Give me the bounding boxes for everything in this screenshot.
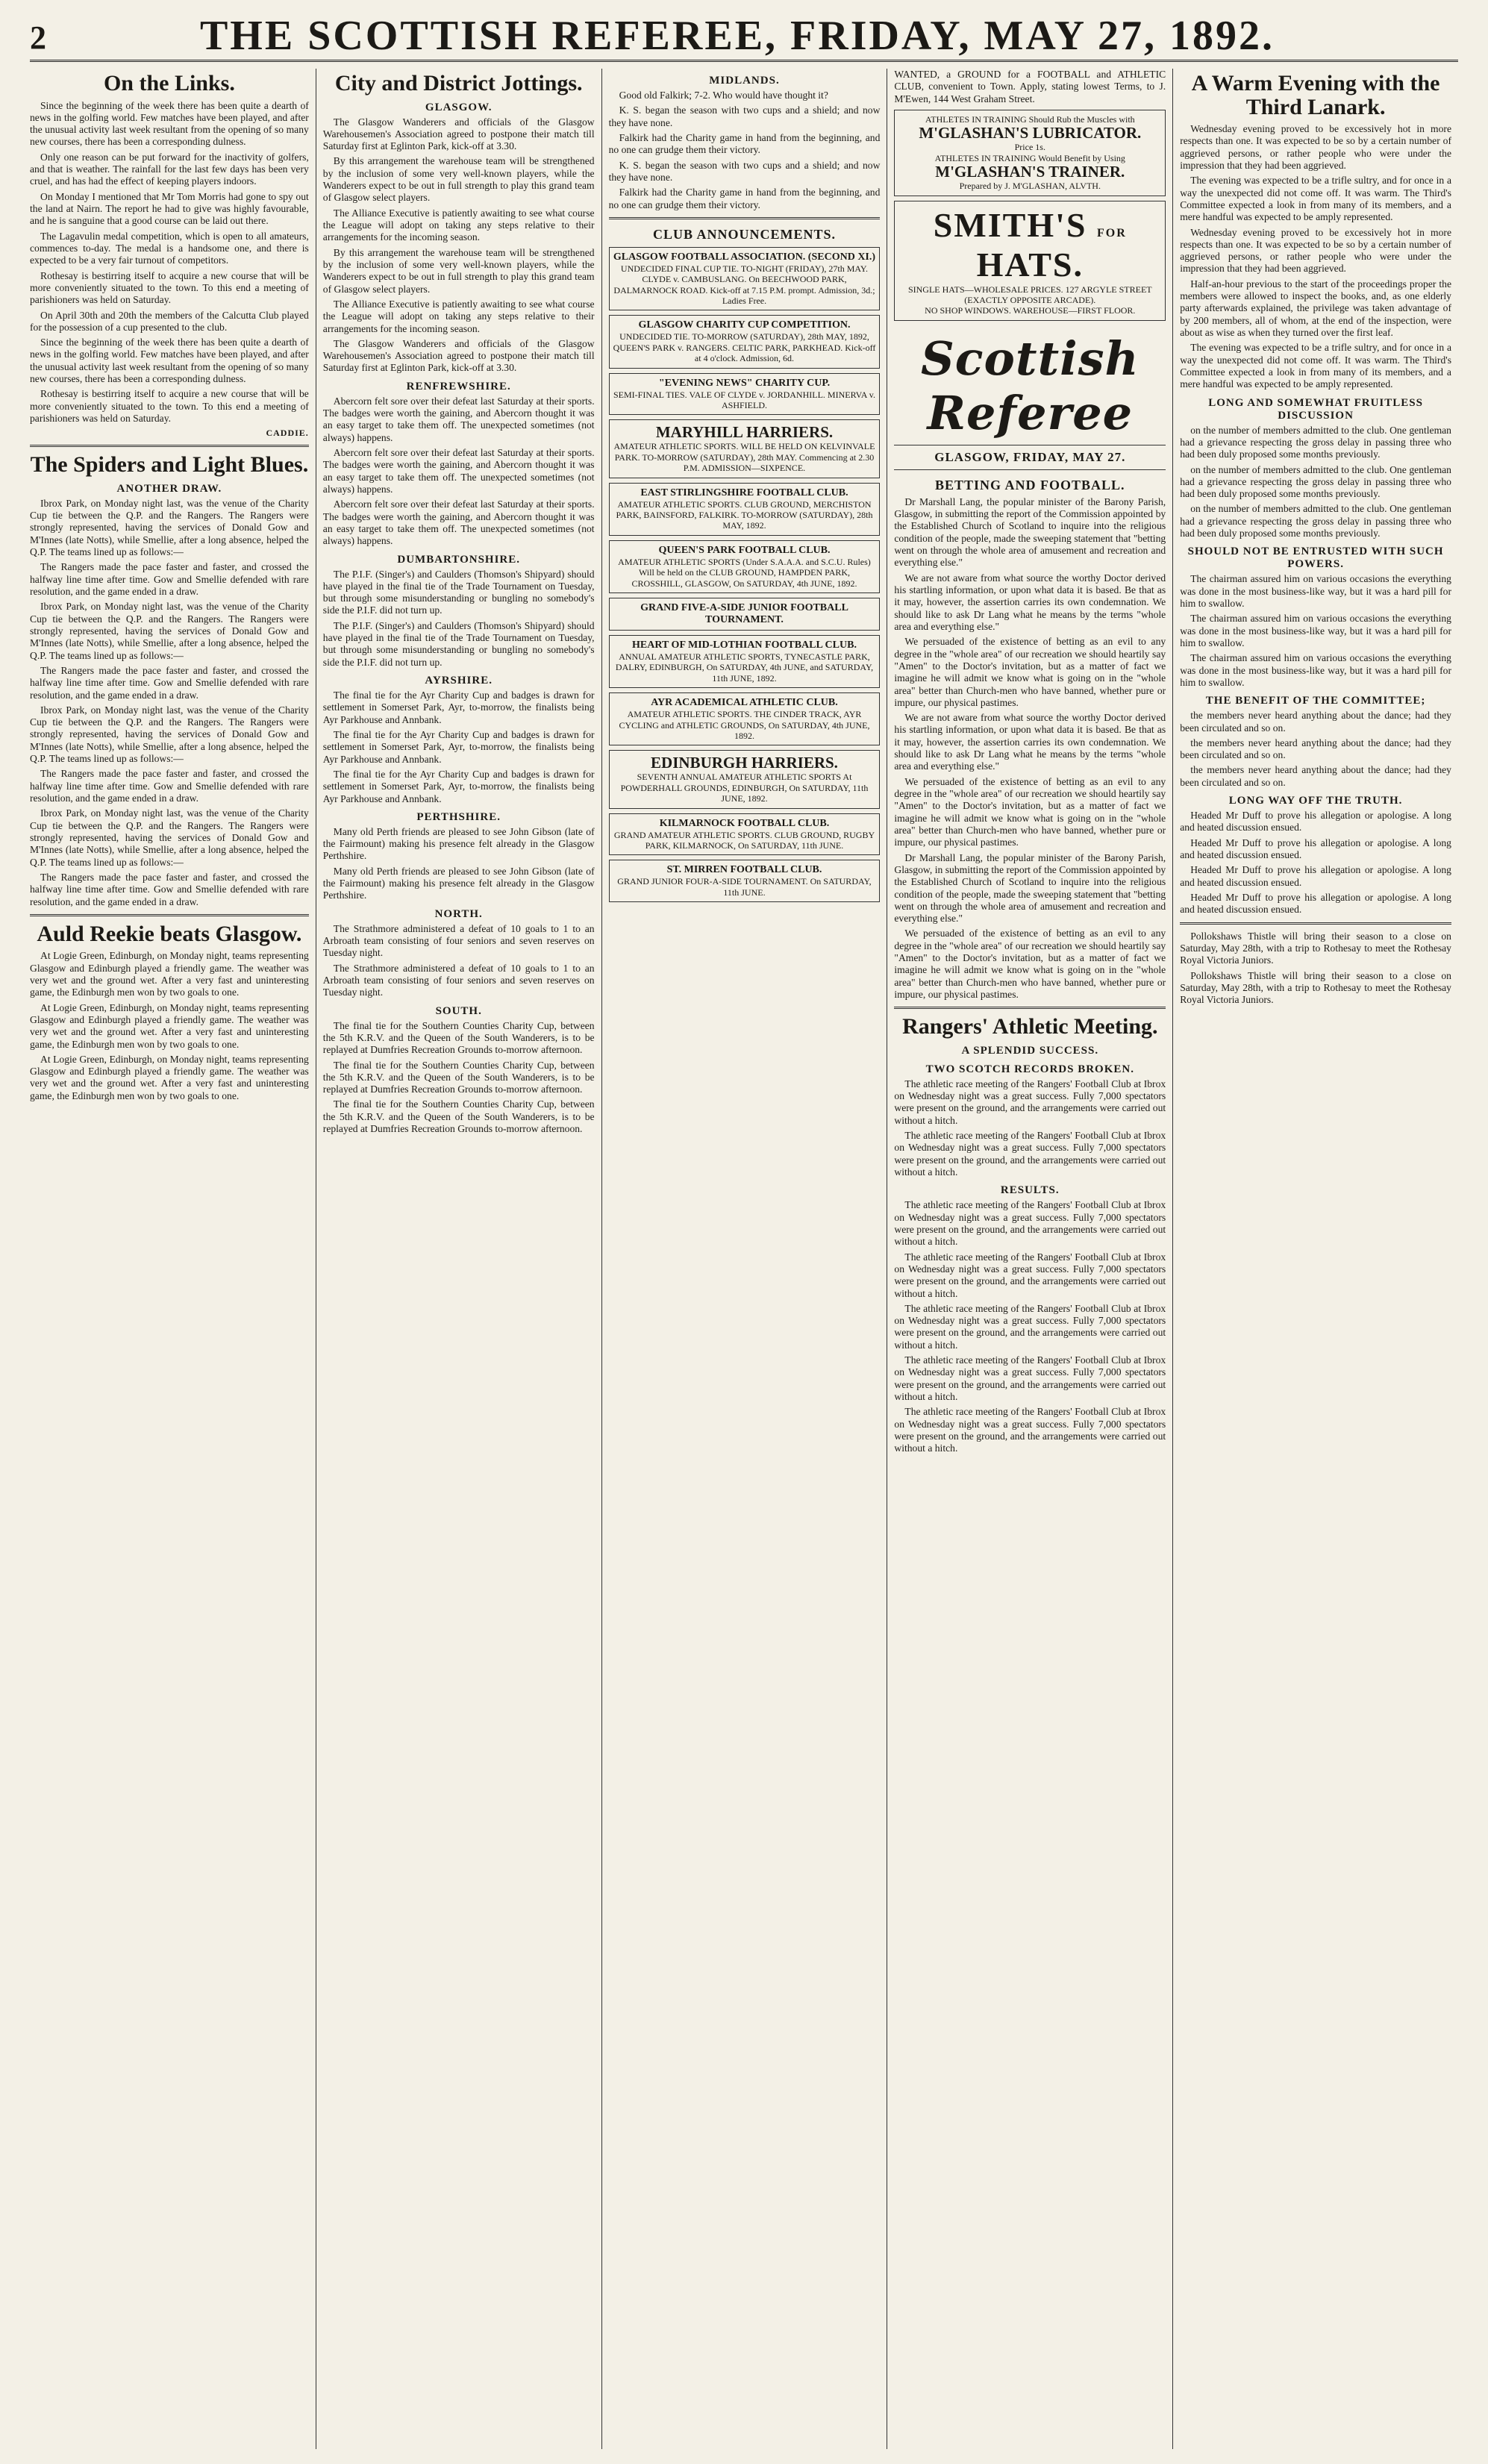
divider [894, 469, 1166, 470]
article-text: The final tie for the Southern Counties Charity Cup, between the 5th K.R.V. and the Queen of the South Wanderers, is to be replayed at Dumfries Recreation Grounds to-morrow afternoon. [322, 1019, 595, 1056]
headline-on-the-links: On the Links. [103, 71, 235, 96]
article-text: At Logie Green, Edinburgh, on Monday night, teams representing Glasgow and Edinburgh played a friendly game. The weather was very wet and the ground wet. After a very fast and uninteresting game, the Edinburgh men won by two goals to one. [30, 1053, 309, 1101]
divider [609, 217, 881, 219]
article-text: The athletic race meeting of the Rangers' Football Club at Ibrox on Wednesday night was a great success. Fully 7,000 spectators were present on the ground, and the arrangements were carried out without a hitch. [894, 1302, 1166, 1351]
article-text: Rothesay is bestirring itself to acquire a new course that will be more conveniently situated to the town. To this end a meeting of parishioners was held on Saturday. [30, 388, 309, 424]
article-text: The athletic race meeting of the Rangers' Football Club at Ibrox on Wednesday night was a great success. Fully 7,000 spectators were present on the ground, and the arrangements were carried out without a hitch. [894, 1130, 1166, 1178]
article-text: The Rangers made the pace faster and faster, and crossed the halfway line time after time. Gow and Smellie defended with rare resolution, and the game ended in a draw. [30, 871, 309, 907]
article-text: The athletic race meeting of the Rangers' Football Club at Ibrox on Wednesday night was a great success. Fully 7,000 spectators were present on the ground, and the arrangements were carried out without a hitch. [894, 1406, 1166, 1454]
article-text: the members never heard anything about the dance; had they been circulated and so on. [1180, 764, 1451, 788]
article-text: On April 30th and 20th the members of the Calcutta Club played for the possession of a cup presented to the club. [30, 309, 309, 333]
subheading: THE BENEFIT OF THE COMMITTEE; [1205, 695, 1426, 707]
article-text: At Logie Green, Edinburgh, on Monday night, teams representing Glasgow and Edinburgh played a friendly game. The weather was very wet and the ground wet. After a very fast and uninteresting game, the Edinburgh men won by two goals to one. [30, 950, 309, 998]
article-text: Dr Marshall Lang, the popular minister of the Barony Parish, Glasgow, in submitting the report of the Commission appointed by the Established Church of Scotland to inquire into the religious condition of the people, made the sweeping statement that "betting went on through the whole area of amusement and recreation and everything else." [894, 851, 1166, 925]
article-text: The Strathmore administered a defeat of 10 goals to 1 to an Arbroath team consisting of four seniors and seven reserves on Tuesday night. [322, 922, 595, 959]
section-south: SOUTH. [435, 1004, 482, 1017]
article-text: The Rangers made the pace faster and faster, and crossed the halfway line time after time. Gow and Smellie defended with rare resolution, and the game ended in a draw. [30, 768, 309, 804]
section-dumbartonshire: DUMBARTONSHIRE. [397, 553, 521, 566]
article-text: At Logie Green, Edinburgh, on Monday night, teams representing Glasgow and Edinburgh played a friendly game. The weather was very wet and the ground wet. After a very fast and uninteresting game, the Edinburgh men won by two goals to one. [30, 1001, 309, 1050]
signature: CADDIE. [266, 428, 309, 439]
article-text: On Monday I mentioned that Mr Tom Morris had gone to spy out the land at Nairn. The report he had to give was highly favourable, and he is sanguine that a good course can be laid out there. [30, 190, 309, 227]
columns [30, 69, 1458, 2449]
article-text: The Strathmore administered a defeat of 10 goals to 1 to an Arbroath team consisting of four seniors and seven reserves on Tuesday night. [322, 962, 595, 998]
article-text: The chairman assured him on various occasions the everything was done in the most business-like way, but it was a hard pill for him to swallow. [1180, 573, 1451, 609]
article-text: Falkirk had the Charity game in hand from the beginning, and no one can grudge them their victory. [608, 131, 881, 156]
article-text: We persuaded of the existence of betting as an evil to any degree in the "whole area" of our recreation we should heartily say "Amen" to the Doctor's invitation, but as a matter of fact we imagine he will admit we know what is going on in the "whole area" better than Church-men who have banned, whether pure or impure, our physical pastimes. [894, 775, 1166, 848]
article-text: on the number of members admitted to the club. One gentleman had a grievance respecting the gross delay in passing three who had been duly proposed some months previously. [1180, 424, 1451, 460]
subheading: LONG WAY OFF THE TRUTH. [1228, 795, 1403, 807]
club-ad: HEART OF MID-LOTHIAN FOOTBALL CLUB. ANNUAL AMATEUR ATHLETIC SPORTS, TYNECASTLE PARK, DALRY, EDINBURGH, On SATURDAY, 4th JUNE, and SATURDAY, 11th JUNE, 1892. [609, 635, 881, 688]
article-text: The final tie for the Ayr Charity Cup and badges is drawn for settlement in Somerset Park, Ayr, to-morrow, the finalists being Ayr Parkhouse and Annbank. [322, 690, 595, 725]
newspaper-logo: Scottish Referee [920, 331, 1140, 440]
article-text: We are not aware from what source the worthy Doctor derived his startling information, or upon what data it is based. Be that as it may, however, the assertion carries its own condemnation. We should like to ask Dr Lang what he means by the terms "whole area and everything else." [894, 712, 1166, 772]
headline-city-district: City and District Jottings. [334, 71, 583, 96]
article-text: Dr Marshall Lang, the popular minister of the Barony Parish, Glasgow, in submitting the report of the Commission appointed by the Established Church of Scotland to inquire into the religious condition of the people, made the sweeping statement that "betting went on through the whole area of amusement and recreation and everything else." [894, 495, 1166, 569]
article-text: Pollokshaws Thistle will bring their season to a close on Saturday, May 28th, with a trip to Rothesay to meet the Rothesay Royal Victoria Juniors. [1180, 930, 1451, 966]
article-text: The athletic race meeting of the Rangers' Football Club at Ibrox on Wednesday night was a great success. Fully 7,000 spectators were present on the ground, and the arrangements were carried out without a hitch. [894, 1199, 1166, 1248]
article-text: Wednesday evening proved to be excessively hot in more respects than one. It was expected to be so by a certain number of aggrieved persons, or rather people who were under the impression that they had been aggrieved. [1180, 226, 1451, 275]
article-text: Only one reason can be put forward for the inactivity of golfers, and that is weather. The rainfall for the last few days has been very cruel, and has had the effect of keeping players indoors. [30, 151, 309, 187]
club-ad: EDINBURGH HARRIERS. SEVENTH ANNUAL AMATEUR ATHLETIC SPORTS At POWDERHALL GROUNDS, EDINBURGH, On SATURDAY, 11th JUNE, 1892. [609, 750, 881, 808]
article-text: Headed Mr Duff to prove his allegation or apologise. A long and heated discussion ensued. [1180, 837, 1451, 860]
column-4 [887, 69, 1172, 2449]
article-text: Many old Perth friends are pleased to see John Gibson (late of the Fairmount) making his presence felt already in the Glasgow Perthshire. [322, 865, 595, 901]
article-text: Many old Perth friends are pleased to see John Gibson (late of the Fairmount) making his presence felt already in the Glasgow Perthshire. [322, 825, 595, 862]
article-text: The final tie for the Southern Counties Charity Cup, between the 5th K.R.V. and the Queen of the South Wanderers, is to be replayed at Dumfries Recreation Grounds to-morrow afternoon. [322, 1059, 595, 1095]
article-text: Rothesay is bestirring itself to acquire a new course that will be more conveniently situated to the town. To this end a meeting of parishioners was held on Saturday. [30, 269, 309, 306]
section-glasgow: GLASGOW. [425, 101, 493, 113]
article-text: We persuaded of the existence of betting as an evil to any degree in the "whole area" of our recreation we should heartily say "Amen" to the Doctor's invitation, but as a matter of fact we imagine he will admit we know what is going on in the "whole area" better than Church-men who have banned, whether pure or impure, our physical pastimes. [894, 928, 1166, 1001]
club-ad: AYR ACADEMICAL ATHLETIC CLUB. AMATEUR ATHLETIC SPORTS. THE CINDER TRACK, AYR CYCLING and ATHLETIC GROUNDS, On SATURDAY, 4th JUNE, 1892. [609, 692, 881, 745]
article-text: The athletic race meeting of the Rangers' Football Club at Ibrox on Wednesday night was a great success. Fully 7,000 spectators were present on the ground, and the arrangements were carried out without a hitch. [894, 1078, 1166, 1126]
article-text: The Lagavulin medal competition, which is open to all amateurs, commences to-day. The medal is a handsome one, and there is expected to be a very fair turnout of competitors. [30, 230, 309, 266]
article-text: The evening was expected to be a trifle sultry, and for once in a way the unexpected did not come off. It was warm. The Third's Committee expected a look in from many of its members, and a mere handful was expected to be amply represented. [1180, 175, 1451, 223]
club-ad: GLASGOW CHARITY CUP COMPETITION. UNDECIDED TIE. TO-MORROW (SATURDAY), 28th MAY, 1892, QUEEN'S PARK v. RANGERS. CELTIC PARK, PARKHEAD. Kick-off at 4 o'clock. Admission, 6d. [609, 315, 881, 368]
wanted-ad: WANTED, a GROUND for a FOOTBALL and ATHLETIC CLUB, convenient to Town. Apply, stating lowest Terms, to J. M'Ewen, 144 West Graham Street. [894, 69, 1166, 104]
page-number: 2 [30, 19, 46, 56]
results-heading: RESULTS. [1000, 1184, 1060, 1197]
article-text: Since the beginning of the week there has been quite a dearth of news in the golfing world. Few matches have been played, and after the unusual activity last week resultant from the opening of so many new courses, there has been a corresponding dulness. [30, 99, 309, 148]
article-text: The Alliance Executive is patiently awaiting to see what course the League will adopt on taking any steps relative to their arrangements for the incoming season. [322, 207, 595, 243]
article-text: The P.I.F. (Singer's) and Caulders (Thomson's Shipyard) should have played in the final tie of the Trade Tournament on Tuesday, but through some misunderstanding or bungling no somebody's side the P.I.F. did not turn up. [322, 619, 595, 668]
article-text: The final tie for the Ayr Charity Cup and badges is drawn for settlement in Somerset Park, Ayr, to-morrow, the finalists being Ayr Parkhouse and Annbank. [322, 728, 595, 765]
article-text: The Alliance Executive is patiently awaiting to see what course the League will adopt on taking any steps relative to their arrangements for the incoming season. [322, 298, 595, 334]
club-ad: "EVENING NEWS" CHARITY CUP. SEMI-FINAL TIES. VALE OF CLYDE v. JORDANHILL. MINERVA v. ASHFIELD. [609, 373, 881, 416]
article-text: The P.I.F. (Singer's) and Caulders (Thomson's Shipyard) should have played in the final tie of the Trade Tournament on Tuesday, but through some misunderstanding or bungling no somebody's side the P.I.F. did not turn up. [322, 568, 595, 616]
smiths-hats-ad: SMITH'S FOR HATS. SINGLE HATS—WHOLESALE PRICES. 127 ARGYLE STREET (EXACTLY OPPOSITE ARCADE). NO SHOP WINDOWS. WAREHOUSE—FIRST FLOOR. [894, 201, 1166, 321]
article-text: Abercorn felt sore over their defeat last Saturday at their sports. The badges were worth the gaining, and Abercorn thought it was an easy target to take them off. The unexpected sometimes (not always) happens. [322, 498, 595, 547]
article-text: The athletic race meeting of the Rangers' Football Club at Ibrox on Wednesday night was a great success. Fully 7,000 spectators were present on the ground, and the arrangements were carried out without a hitch. [894, 1354, 1166, 1403]
newspaper-title: THE SCOTTISH REFEREE, FRIDAY, MAY 27, 1892. [199, 13, 1275, 59]
article-text: Ibrox Park, on Monday night last, was the venue of the Charity Cup tie between the Q.P. and the Rangers. The Rangers were strongly represented, having the services of Donald Gow and M'Innes (late Notts), while Smellie, after a long absence, helped the Q.P. The teams lined up as follows:— [30, 601, 309, 661]
section-midlands: MIDLANDS. [709, 75, 780, 87]
article-text: the members never heard anything about the dance; had they been circulated and so on. [1180, 737, 1451, 761]
club-ad: QUEEN'S PARK FOOTBALL CLUB. AMATEUR ATHLETIC SPORTS (Under S.A.A.A. and S.C.U. Rules) Will be held on the CLUB GROUND, HAMPDEN PARK, CROSSHILL, GLASGOW, On SATURDAY, 4th JUNE, 1892. [609, 540, 881, 593]
club-ad: EAST STIRLINGSHIRE FOOTBALL CLUB. AMATEUR ATHLETIC SPORTS. CLUB GROUND, MERCHISTON PARK, BAINSFORD, FALKIRK. TO-MORROW (SATURDAY), 28th MAY, 1892. [609, 483, 881, 536]
article-text: Abercorn felt sore over their defeat last Saturday at their sports. The badges were worth the gaining, and Abercorn thought it was an easy target to take them off. The unexpected sometimes (not always) happens. [322, 447, 595, 495]
article-text: The evening was expected to be a trifle sultry, and for once in a way the unexpected did not come off. It was warm. The Third's Committee expected a look in from many of its members, and a mere handful was expected to be amply represented. [1180, 342, 1451, 390]
section-perthshire: PERTHSHIRE. [416, 810, 501, 823]
headline-warm-evening: A Warm Evening with the Third Lanark. [1191, 71, 1440, 119]
article-text: the members never heard anything about the dance; had they been circulated and so on. [1180, 710, 1451, 734]
article-text: Abercorn felt sore over their defeat last Saturday at their sports. The badges were worth the gaining, and Abercorn thought it was an easy target to take them off. The unexpected sometimes (not always) happens. [322, 395, 595, 443]
subheading: ANOTHER DRAW. [116, 482, 222, 495]
subheading: LONG AND SOMEWHAT FRUITLESS DISCUSSION [1208, 396, 1423, 422]
masthead [30, 13, 1458, 62]
column-5 [1172, 69, 1458, 2449]
divider [30, 914, 309, 916]
article-text: The athletic race meeting of the Rangers' Football Club at Ibrox on Wednesday night was a great success. Fully 7,000 spectators were present on the ground, and the arrangements were carried out without a hitch. [894, 1251, 1166, 1299]
article-text: Headed Mr Duff to prove his allegation or apologise. A long and heated discussion ensued. [1180, 891, 1451, 916]
article-text: Good old Falkirk; 7-2. Who would have thought it? [619, 90, 828, 101]
article-text: The chairman assured him on various occasions the everything was done in the most business-like way, but it was a hard pill for him to swallow. [1180, 613, 1451, 648]
article-text: Half-an-hour previous to the start of the proceedings proper the members were allowed to inspect the books, and, as one elderly party afterwards explained, the privilege was taken advantage of by 200 members, all of whom, at the end of the inspection, were about as wise as when they turned over the first leaf. [1180, 278, 1451, 338]
divider [30, 445, 309, 447]
section-ayrshire: AYRSHIRE. [425, 675, 493, 687]
club-ad: KILMARNOCK FOOTBALL CLUB. GRAND AMATEUR ATHLETIC SPORTS. CLUB GROUND, RUGBY PARK, KILMARNOCK, On SATURDAY, 11th JUNE. [609, 813, 881, 856]
club-ad: GLASGOW FOOTBALL ASSOCIATION. (SECOND XI.) UNDECIDED FINAL CUP TIE. TO-NIGHT (FRIDAY), 27th MAY. CLYDE v. CAMBUSLANG. On BEECHWOOD PARK, DALMARNOCK ROAD. Kick-off at 7.15 P.M. prompt. Admission, 3d.; Ladies Free. [609, 247, 881, 311]
article-text: on the number of members admitted to the club. One gentleman had a grievance respecting the gross delay in passing three who had been duly proposed some months previously. [1180, 503, 1451, 540]
article-text: The Rangers made the pace faster and faster, and crossed the halfway line time after time. Gow and Smellie defended with rare resolution, and the game ended in a draw. [30, 561, 309, 597]
lubricator-ad: ATHLETES IN TRAINING Should Rub the Muscles with M'GLASHAN'S LUBRICATOR. Price 1s. ATHLETES IN TRAINING Would Benefit by Using M'GLASHAN'S TRAINER. Prepared by J. M'GLASHAN, ALVTH. [894, 110, 1166, 196]
article-text: The final tie for the Southern Counties Charity Cup, between the 5th K.R.V. and the Queen of the South Wanderers, is to be replayed at Dumfries Recreation Grounds to-morrow afternoon. [322, 1098, 595, 1135]
article-text: The chairman assured him on various occasions the everything was done in the most business-like way, but it was a hard pill for him to swallow. [1180, 652, 1451, 688]
article-text: Pollokshaws Thistle will bring their season to a close on Saturday, May 28th, with a trip to Rothesay to meet the Rothesay Royal Victoria Juniors. [1180, 969, 1451, 1006]
headline-auld-reekie: Auld Reekie beats Glasgow. [37, 921, 302, 946]
dateline: GLASGOW, FRIDAY, MAY 27. [934, 449, 1126, 464]
article-text: By this arrangement the warehouse team will be strengthened by the inclusion of some very well-known players, while the Wanderers expect to be out in full strength to play this grand team of Glasgow select players. [322, 155, 595, 204]
divider [1180, 922, 1451, 925]
club-ad: MARYHILL HARRIERS. AMATEUR ATHLETIC SPORTS. WILL BE HELD ON KELVINVALE PARK. TO-MORROW (SATURDAY), 28th MAY. Commencing at 2.30 P.M. ADMISSION—SIXPENCE. [609, 419, 881, 478]
article-text: Wednesday evening proved to be excessively hot in more respects than one. It was expected to be so by a certain number of aggrieved persons, or rather people who were under the impression that they had been aggrieved. [1180, 123, 1451, 171]
article-text: We are not aware from what source the worthy Doctor derived his startling information, or upon what data it is based. Be that as it may, however, the assertion carries its own condemnation. We should like to ask Dr Lang what he means by the terms "whole area and everything else." [894, 572, 1166, 632]
article-text: Headed Mr Duff to prove his allegation or apologise. A long and heated discussion ensued. [1180, 864, 1451, 888]
article-text: Headed Mr Duff to prove his allegation or apologise. A long and heated discussion ensued. [1180, 810, 1451, 834]
article-text: The Glasgow Wanderers and officials of the Glasgow Warehousemen's Association agreed to postpone their match till Saturday first at Eglinton Park, kick-off at 3.30. [322, 337, 595, 374]
article-text: Since the beginning of the week there has been quite a dearth of news in the golfing world. Few matches have been played, and after the unusual activity last week resultant from the opening of so many new courses, there has been a corresponding dulness. [30, 337, 309, 385]
betting-heading: BETTING AND FOOTBALL. [935, 477, 1125, 493]
article-text: Ibrox Park, on Monday night last, was the venue of the Charity Cup tie between the Q.P. and the Rangers. The Rangers were strongly represented, having the services of Donald Gow and M'Innes (late Notts), while Smellie, after a long absence, helped the Q.P. The teams lined up as follows:— [30, 704, 309, 765]
club-ad: ST. MIRREN FOOTBALL CLUB. GRAND JUNIOR FOUR-A-SIDE TOURNAMENT. On SATURDAY, 11th JUNE. [609, 860, 881, 902]
article-text: We persuaded of the existence of betting as an evil to any degree in the "whole area" of our recreation we should heartily say "Amen" to the Doctor's invitation, but as a matter of fact we imagine he will admit we know what is going on in the "whole area" better than Church-men who have banned, whether pure or impure, our physical pastimes. [894, 636, 1166, 708]
section-renfrewshire: RENFREWSHIRE. [406, 380, 511, 393]
headline-spiders: The Spiders and Light Blues. [30, 452, 309, 478]
article-text: Ibrox Park, on Monday night last, was the venue of the Charity Cup tie between the Q.P. and the Rangers. The Rangers were strongly represented, having the services of Donald Gow and M'Innes (late Notts), while Smellie, after a long absence, helped the Q.P. The teams lined up as follows:— [30, 497, 309, 558]
column-3 [601, 69, 887, 2449]
subheading: TWO SCOTCH RECORDS BROKEN. [925, 1063, 1134, 1075]
article-text: K. S. began the season with two cups and a shield; and now they have none. [608, 104, 881, 128]
club-announcements-heading: CLUB ANNOUNCEMENTS. [652, 226, 836, 242]
article-text: The Glasgow Wanderers and officials of the Glasgow Warehousemen's Association agreed to postpone their match till Saturday first at Eglinton Park, kick-off at 3.30. [322, 116, 595, 152]
subheading: A SPLENDID SUCCESS. [961, 1044, 1099, 1057]
article-text: K. S. began the season with two cups and a shield; and now they have none. [608, 159, 881, 183]
divider [894, 1007, 1166, 1009]
column-1 [30, 69, 316, 2449]
club-ad: GRAND FIVE-A-SIDE JUNIOR FOOTBALL TOURNAMENT. [609, 598, 881, 631]
article-text: The Rangers made the pace faster and faster, and crossed the halfway line time after time. Gow and Smellie defended with rare resolution, and the game ended in a draw. [30, 664, 309, 701]
article-text: Falkirk had the Charity game in hand from the beginning, and no one can grudge them their victory. [608, 187, 881, 210]
article-text: The final tie for the Ayr Charity Cup and badges is drawn for settlement in Somerset Park, Ayr, to-morrow, the finalists being Ayr Parkhouse and Annbank. [322, 768, 595, 804]
article-text: on the number of members admitted to the club. One gentleman had a grievance respecting the gross delay in passing three who had been duly proposed some months previously. [1180, 463, 1451, 500]
article-text: Ibrox Park, on Monday night last, was the venue of the Charity Cup tie between the Q.P. and the Rangers. The Rangers were strongly represented, having the services of Donald Gow and M'Innes (late Notts), while Smellie, after a long absence, helped the Q.P. The teams lined up as follows:— [30, 807, 309, 868]
subheading: SHOULD NOT BE ENTRUSTED WITH SUCH POWERS. [1187, 545, 1444, 571]
column-2 [316, 69, 601, 2449]
article-text: By this arrangement the warehouse team will be strengthened by the inclusion of some very well-known players, while the Wanderers expect to be out in full strength to play this grand team of Glasgow select players. [322, 246, 595, 295]
section-north: NORTH. [434, 907, 483, 920]
headline-rangers-meeting: Rangers' Athletic Meeting. [902, 1014, 1158, 1039]
